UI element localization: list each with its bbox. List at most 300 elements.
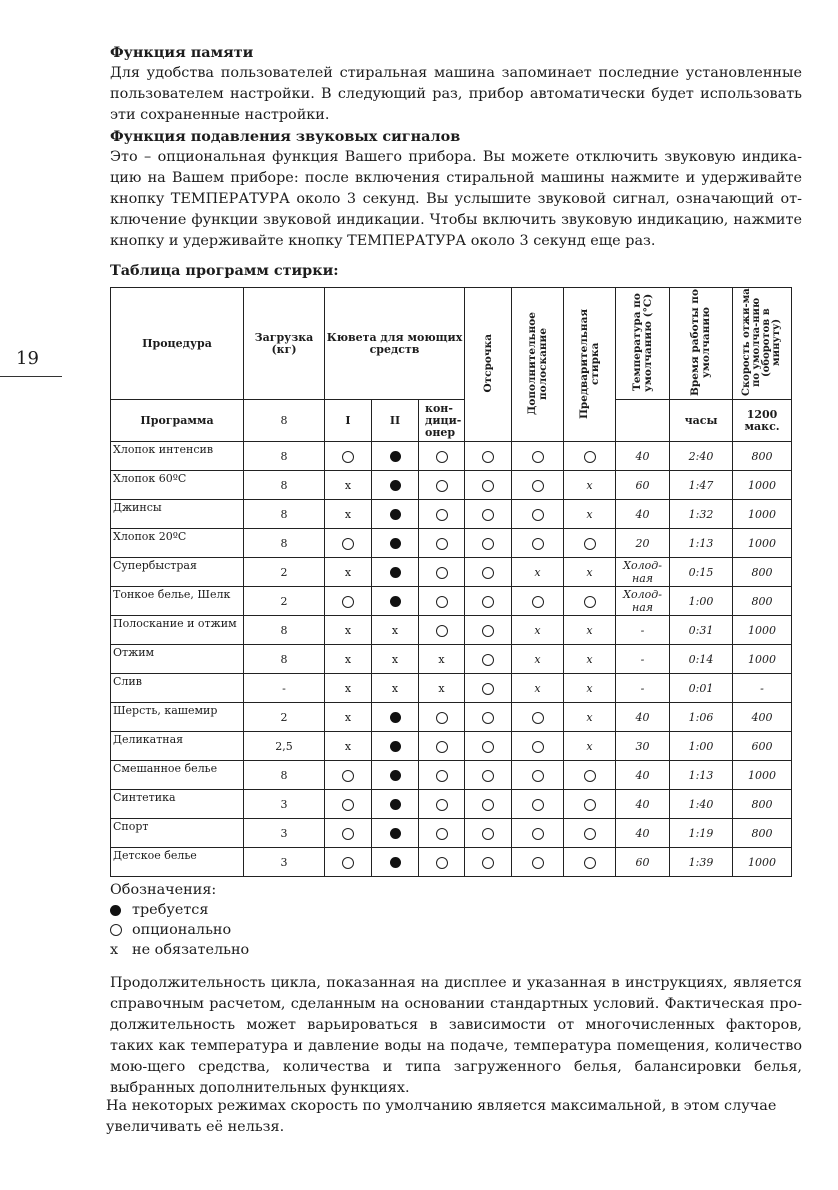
cell-rinse xyxy=(512,645,564,674)
cell-name: Деликатная xyxy=(111,732,244,761)
header-extra-rinse-cell xyxy=(512,288,564,442)
empty-circle-icon xyxy=(436,451,448,463)
empty-circle-icon xyxy=(436,799,448,811)
x-mark-icon: x xyxy=(586,623,593,637)
empty-circle-icon xyxy=(342,857,354,869)
cell-rinse xyxy=(512,732,564,761)
cell-delay xyxy=(465,674,512,703)
spin-value: - xyxy=(760,681,764,695)
spin-value: 800 xyxy=(751,826,773,840)
cell-spin xyxy=(733,500,792,529)
empty-circle-icon xyxy=(436,509,448,521)
time-value: 1:00 xyxy=(688,739,714,753)
cell-time xyxy=(670,790,733,819)
cell-rinse xyxy=(512,587,564,616)
empty-circle-icon xyxy=(482,509,494,521)
cell-d3 xyxy=(419,471,465,500)
time-value: 1:40 xyxy=(688,797,714,811)
cell-load: 2 xyxy=(244,703,325,732)
header-delay: Отсрочка xyxy=(481,333,494,393)
empty-circle-icon xyxy=(584,538,596,550)
time-value: 2:40 xyxy=(688,449,714,463)
cell-spin xyxy=(733,616,792,645)
subheader-time-unit: часы xyxy=(670,400,733,442)
x-mark-icon: x xyxy=(391,652,399,666)
empty-circle-icon xyxy=(584,596,596,608)
table-row xyxy=(111,587,792,616)
cell-name: Хлопок интенсив xyxy=(111,442,244,471)
sound-heading: Функция подавления звуковых сигналов xyxy=(110,128,461,145)
temp-value: 20 xyxy=(635,536,650,550)
cell-d3 xyxy=(419,529,465,558)
cell-d2 xyxy=(372,558,419,587)
cell-temp xyxy=(616,558,670,587)
empty-circle-icon xyxy=(436,770,448,782)
table-row xyxy=(111,471,792,500)
time-value: 0:01 xyxy=(688,681,714,695)
empty-circle-icon xyxy=(342,596,354,608)
cell-d2 xyxy=(372,674,419,703)
cell-time xyxy=(670,529,733,558)
x-mark-icon: x xyxy=(391,623,399,637)
temp-value: 30 xyxy=(635,739,650,753)
cell-pre xyxy=(564,558,616,587)
empty-circle-icon xyxy=(436,828,448,840)
cell-load: 3 xyxy=(244,790,325,819)
cell-load: 2 xyxy=(244,587,325,616)
cell-delay xyxy=(465,645,512,674)
time-value: 1:47 xyxy=(688,478,714,492)
memory-text: Для удобства пользователей стиральная машина запоминает последние установленные пользователем настройки. В следующий раз, прибор автоматически будет использовать эти сохраненные настройки. xyxy=(110,65,802,123)
subheader-spin-max: 1200 макс. xyxy=(733,400,792,442)
cell-load: 8 xyxy=(244,761,325,790)
cell-d3 xyxy=(419,819,465,848)
header-dispenser: Кювета для моющих средств xyxy=(325,288,465,400)
empty-circle-icon xyxy=(532,857,544,869)
cell-spin xyxy=(733,761,792,790)
empty-circle-icon xyxy=(532,828,544,840)
cell-pre xyxy=(564,674,616,703)
cell-load: 8 xyxy=(244,471,325,500)
temp-value: 40 xyxy=(635,507,650,521)
cell-d1 xyxy=(325,848,372,877)
cell-time xyxy=(670,500,733,529)
subheader-temp-empty xyxy=(616,400,670,442)
cell-time xyxy=(670,558,733,587)
temp-value: 40 xyxy=(635,449,650,463)
cell-temp xyxy=(616,616,670,645)
empty-circle-icon xyxy=(482,828,494,840)
cell-spin xyxy=(733,471,792,500)
table-row xyxy=(111,848,792,877)
subheader-load-max: 8 xyxy=(244,400,325,442)
subheader-program: Программа xyxy=(111,400,244,442)
cell-time xyxy=(670,819,733,848)
filled-circle-icon xyxy=(390,451,401,462)
empty-circle-icon xyxy=(436,538,448,550)
cell-d2 xyxy=(372,848,419,877)
duration-note: Продолжительность цикла, показанная на дисплее и указанная в инструкциях, является справочным расчетом, сделанным на основании стандартных условий. Фактическая про-должительность может варьироваться в зависимости от многочисленных факторов, таких как температура и давление воды на подаче, температура помещения, количество мою-щего средства, количества и типа загруженного белья, балансировки белья, выбранных дополнительных функциях. xyxy=(110,975,802,1096)
table-row xyxy=(111,616,792,645)
sound-text: Это – опциональная функция Вашего прибора. Вы можете отключить звуковую индика-цию на Вашем приборе: после включения стиральной машины нажмите и удерживайте кнопку ТЕМПЕРАТУРА около 3 секунд. Вы услышите звуковой сигнал, означающий от-ключение функции звуковой индикации. Чтобы включить звуковую индикацию, нажмите кнопку и удерживайте кнопку ТЕМПЕРАТУРА около 3 секунд еще раз. xyxy=(110,149,802,249)
header-prewash: Предварительная стирка xyxy=(577,307,601,419)
cell-load: 2,5 xyxy=(244,732,325,761)
cell-delay xyxy=(465,819,512,848)
cell-d3 xyxy=(419,761,465,790)
cell-rinse xyxy=(512,471,564,500)
cell-d2 xyxy=(372,645,419,674)
table-row xyxy=(111,529,792,558)
empty-circle-icon xyxy=(342,770,354,782)
temp-value: - xyxy=(640,681,645,695)
empty-circle-icon xyxy=(532,741,544,753)
cell-time xyxy=(670,848,733,877)
temp-value: 40 xyxy=(635,797,650,811)
cell-name: Супербыстрая xyxy=(111,558,244,587)
page-number: 19 xyxy=(16,348,39,369)
legend-optional-label: опционально xyxy=(132,922,232,938)
empty-circle-icon xyxy=(482,567,494,579)
x-mark-icon: x xyxy=(344,710,352,724)
cell-rinse xyxy=(512,500,564,529)
empty-circle-icon xyxy=(532,799,544,811)
filled-circle-icon xyxy=(390,770,401,781)
x-mark-icon: x xyxy=(344,565,352,579)
cell-temp xyxy=(616,500,670,529)
cell-d3 xyxy=(419,703,465,732)
temp-value: Холод-ная xyxy=(623,559,662,585)
header-time-cell xyxy=(670,288,733,400)
cell-temp xyxy=(616,587,670,616)
spin-value: 600 xyxy=(751,739,773,753)
cell-delay xyxy=(465,790,512,819)
cell-load: 2 xyxy=(244,558,325,587)
spin-value: 1000 xyxy=(748,507,777,521)
cell-d3 xyxy=(419,645,465,674)
cell-temp xyxy=(616,442,670,471)
time-value: 1:00 xyxy=(688,594,714,608)
cell-temp xyxy=(616,674,670,703)
speed-note-block xyxy=(106,1096,802,1138)
cell-d2 xyxy=(372,616,419,645)
spin-value: 800 xyxy=(751,449,773,463)
empty-circle-icon xyxy=(532,538,544,550)
table-row xyxy=(111,500,792,529)
cell-time xyxy=(670,616,733,645)
cell-delay xyxy=(465,558,512,587)
cell-name: Слив xyxy=(111,674,244,703)
cell-d1 xyxy=(325,703,372,732)
cell-d1 xyxy=(325,500,372,529)
cell-spin xyxy=(733,674,792,703)
time-value: 1:06 xyxy=(688,710,714,724)
cell-rinse xyxy=(512,703,564,732)
temp-value: 60 xyxy=(635,478,650,492)
empty-circle-icon xyxy=(482,451,494,463)
empty-circle-icon xyxy=(342,799,354,811)
cell-name: Хлопок 20ºC xyxy=(111,529,244,558)
filled-circle-icon xyxy=(390,567,401,578)
cell-d1 xyxy=(325,674,372,703)
empty-circle-icon xyxy=(584,451,596,463)
cell-d2 xyxy=(372,587,419,616)
spin-value: 1000 xyxy=(748,623,777,637)
legend-required-label: требуется xyxy=(132,902,209,918)
intro-text xyxy=(110,42,802,252)
cell-name: Тонкое белье, Шелк xyxy=(111,587,244,616)
cell-spin xyxy=(733,529,792,558)
cell-d1 xyxy=(325,442,372,471)
x-mark-icon: x xyxy=(586,739,593,753)
cell-time xyxy=(670,761,733,790)
cell-time xyxy=(670,471,733,500)
cell-d3 xyxy=(419,442,465,471)
spin-value: 400 xyxy=(751,710,773,724)
memory-heading: Функция памяти xyxy=(110,44,254,61)
x-mark-icon: x xyxy=(344,739,352,753)
cell-rinse xyxy=(512,819,564,848)
header-temp: Температура по умолчанию (°C) xyxy=(630,292,654,392)
cell-name: Хлопок 60ºC xyxy=(111,471,244,500)
cell-load: 3 xyxy=(244,848,325,877)
cell-d1 xyxy=(325,761,372,790)
cell-name: Джинсы xyxy=(111,500,244,529)
cell-spin xyxy=(733,587,792,616)
cell-time xyxy=(670,442,733,471)
cell-name: Смешанное белье xyxy=(111,761,244,790)
cell-spin xyxy=(733,703,792,732)
cell-d1 xyxy=(325,732,372,761)
header-spin-cell xyxy=(733,288,792,400)
table-row xyxy=(111,790,792,819)
filled-circle-icon xyxy=(390,538,401,549)
legend-not-required xyxy=(110,940,249,960)
cell-pre xyxy=(564,616,616,645)
empty-circle-icon xyxy=(584,770,596,782)
header-prewash-cell xyxy=(564,288,616,442)
cell-name: Синтетика xyxy=(111,790,244,819)
cell-d2 xyxy=(372,500,419,529)
cell-delay xyxy=(465,761,512,790)
header-spin: Скорость отжи-ма по умолча-нию (оборотов в минуту) xyxy=(741,288,783,396)
cell-load: 3 xyxy=(244,819,325,848)
cell-delay xyxy=(465,471,512,500)
cell-name: Полоскание и отжим xyxy=(111,616,244,645)
cell-d1 xyxy=(325,616,372,645)
cell-d2 xyxy=(372,819,419,848)
cell-rinse xyxy=(512,558,564,587)
time-value: 0:31 xyxy=(688,623,714,637)
empty-circle-icon xyxy=(342,451,354,463)
filled-circle-icon xyxy=(390,480,401,491)
cell-rinse xyxy=(512,790,564,819)
cell-pre xyxy=(564,790,616,819)
empty-circle-icon xyxy=(436,741,448,753)
empty-circle-icon xyxy=(436,567,448,579)
x-mark-icon: x xyxy=(344,507,352,521)
cell-delay xyxy=(465,529,512,558)
spin-value: 1000 xyxy=(748,478,777,492)
x-mark-icon: x xyxy=(534,623,541,637)
empty-circle-icon xyxy=(482,770,494,782)
empty-circle-icon xyxy=(532,596,544,608)
subheader-dispenser-1: I xyxy=(325,400,372,442)
cell-pre xyxy=(564,587,616,616)
empty-circle-icon xyxy=(482,538,494,550)
cell-d1 xyxy=(325,819,372,848)
cell-d3 xyxy=(419,587,465,616)
spin-value: 800 xyxy=(751,594,773,608)
cell-d1 xyxy=(325,587,372,616)
cell-time xyxy=(670,645,733,674)
table-row xyxy=(111,761,792,790)
x-mark-icon: x xyxy=(586,507,593,521)
cell-d1 xyxy=(325,790,372,819)
table-row xyxy=(111,819,792,848)
empty-circle-icon xyxy=(482,857,494,869)
cell-temp xyxy=(616,529,670,558)
cell-d3 xyxy=(419,732,465,761)
cell-pre xyxy=(564,732,616,761)
filled-circle-icon xyxy=(390,741,401,752)
x-mark-icon: x xyxy=(586,652,593,666)
cell-d2 xyxy=(372,471,419,500)
cell-d1 xyxy=(325,645,372,674)
empty-circle-icon xyxy=(482,625,494,637)
x-mark-icon: x xyxy=(344,652,352,666)
legend-title: Обозначения: xyxy=(110,882,217,898)
table-row xyxy=(111,442,792,471)
cell-d2 xyxy=(372,703,419,732)
header-delay-cell xyxy=(465,288,512,442)
table-row xyxy=(111,558,792,587)
spin-value: 1000 xyxy=(748,652,777,666)
cell-d3 xyxy=(419,790,465,819)
x-mark-icon: x xyxy=(586,565,593,579)
cell-d3 xyxy=(419,558,465,587)
cell-temp xyxy=(616,790,670,819)
legend xyxy=(110,880,249,960)
empty-circle-icon xyxy=(584,799,596,811)
cell-temp xyxy=(616,732,670,761)
cell-temp xyxy=(616,703,670,732)
cell-d3 xyxy=(419,848,465,877)
time-value: 1:19 xyxy=(688,826,714,840)
cell-spin xyxy=(733,790,792,819)
cell-d2 xyxy=(372,732,419,761)
table-row xyxy=(111,645,792,674)
temp-value: 40 xyxy=(635,826,650,840)
empty-circle-icon xyxy=(532,509,544,521)
cell-pre xyxy=(564,500,616,529)
filled-circle-icon xyxy=(390,596,401,607)
x-mark-icon: x xyxy=(586,681,593,695)
cell-temp xyxy=(616,848,670,877)
cell-time xyxy=(670,674,733,703)
legend-not-required-label: не обязательно xyxy=(132,942,250,958)
cell-rinse xyxy=(512,616,564,645)
empty-circle-icon xyxy=(482,480,494,492)
spin-value: 800 xyxy=(751,797,773,811)
empty-circle-icon xyxy=(110,924,122,936)
cell-load: 8 xyxy=(244,442,325,471)
cell-time xyxy=(670,732,733,761)
x-mark-icon: x xyxy=(438,681,445,695)
empty-circle-icon xyxy=(584,828,596,840)
speed-note: На некоторых режимах скорость по умолчанию является максимальной, в этом случае увеличивать её нельзя. xyxy=(106,1098,777,1135)
cell-rinse xyxy=(512,848,564,877)
temp-value: - xyxy=(640,623,645,637)
x-mark-icon: x xyxy=(534,652,541,666)
temp-value: 60 xyxy=(635,855,650,869)
cell-d2 xyxy=(372,761,419,790)
empty-circle-icon xyxy=(482,712,494,724)
cell-spin xyxy=(733,732,792,761)
cell-spin xyxy=(733,558,792,587)
empty-circle-icon xyxy=(532,770,544,782)
empty-circle-icon xyxy=(436,625,448,637)
empty-circle-icon xyxy=(482,654,494,666)
spin-value: 1000 xyxy=(748,536,777,550)
subheader-conditioner: кон-дици-онер xyxy=(419,400,465,442)
cell-d2 xyxy=(372,442,419,471)
empty-circle-icon xyxy=(532,480,544,492)
cell-name: Отжим xyxy=(111,645,244,674)
cell-load: 8 xyxy=(244,529,325,558)
x-mark-icon: x xyxy=(438,652,445,666)
x-mark-icon: x xyxy=(534,565,541,579)
cell-delay xyxy=(465,703,512,732)
cell-name: Шерсть, кашемир xyxy=(111,703,244,732)
empty-circle-icon xyxy=(482,596,494,608)
x-mark-icon: x xyxy=(110,942,119,958)
time-value: 1:32 xyxy=(688,507,714,521)
cell-load: 8 xyxy=(244,500,325,529)
cell-spin xyxy=(733,645,792,674)
filled-circle-icon xyxy=(390,857,401,868)
cell-spin xyxy=(733,819,792,848)
cell-delay xyxy=(465,848,512,877)
duration-note-block xyxy=(110,973,802,1099)
filled-circle-icon xyxy=(390,509,401,520)
cell-load: - xyxy=(244,674,325,703)
time-value: 1:13 xyxy=(688,536,714,550)
temp-value: 40 xyxy=(635,710,650,724)
cell-pre xyxy=(564,848,616,877)
cell-delay xyxy=(465,442,512,471)
table-row xyxy=(111,703,792,732)
filled-circle-icon xyxy=(390,828,401,839)
header-time: Время работы по умолчанию xyxy=(689,288,713,396)
time-value: 1:13 xyxy=(688,768,714,782)
time-value: 1:39 xyxy=(688,855,714,869)
temp-value: 40 xyxy=(635,768,650,782)
cell-pre xyxy=(564,471,616,500)
x-mark-icon: x xyxy=(344,623,352,637)
cell-pre xyxy=(564,819,616,848)
spin-value: 1000 xyxy=(748,855,777,869)
empty-circle-icon xyxy=(436,712,448,724)
table-caption: Таблица программ стирки: xyxy=(110,262,339,279)
cell-delay xyxy=(465,587,512,616)
x-mark-icon: x xyxy=(534,681,541,695)
header-extra-rinse: Дополнительное полоскание xyxy=(525,311,549,415)
header-load: Загрузка (кг) xyxy=(244,288,325,400)
empty-circle-icon xyxy=(342,538,354,550)
cell-pre xyxy=(564,703,616,732)
empty-circle-icon xyxy=(584,857,596,869)
cell-d3 xyxy=(419,674,465,703)
